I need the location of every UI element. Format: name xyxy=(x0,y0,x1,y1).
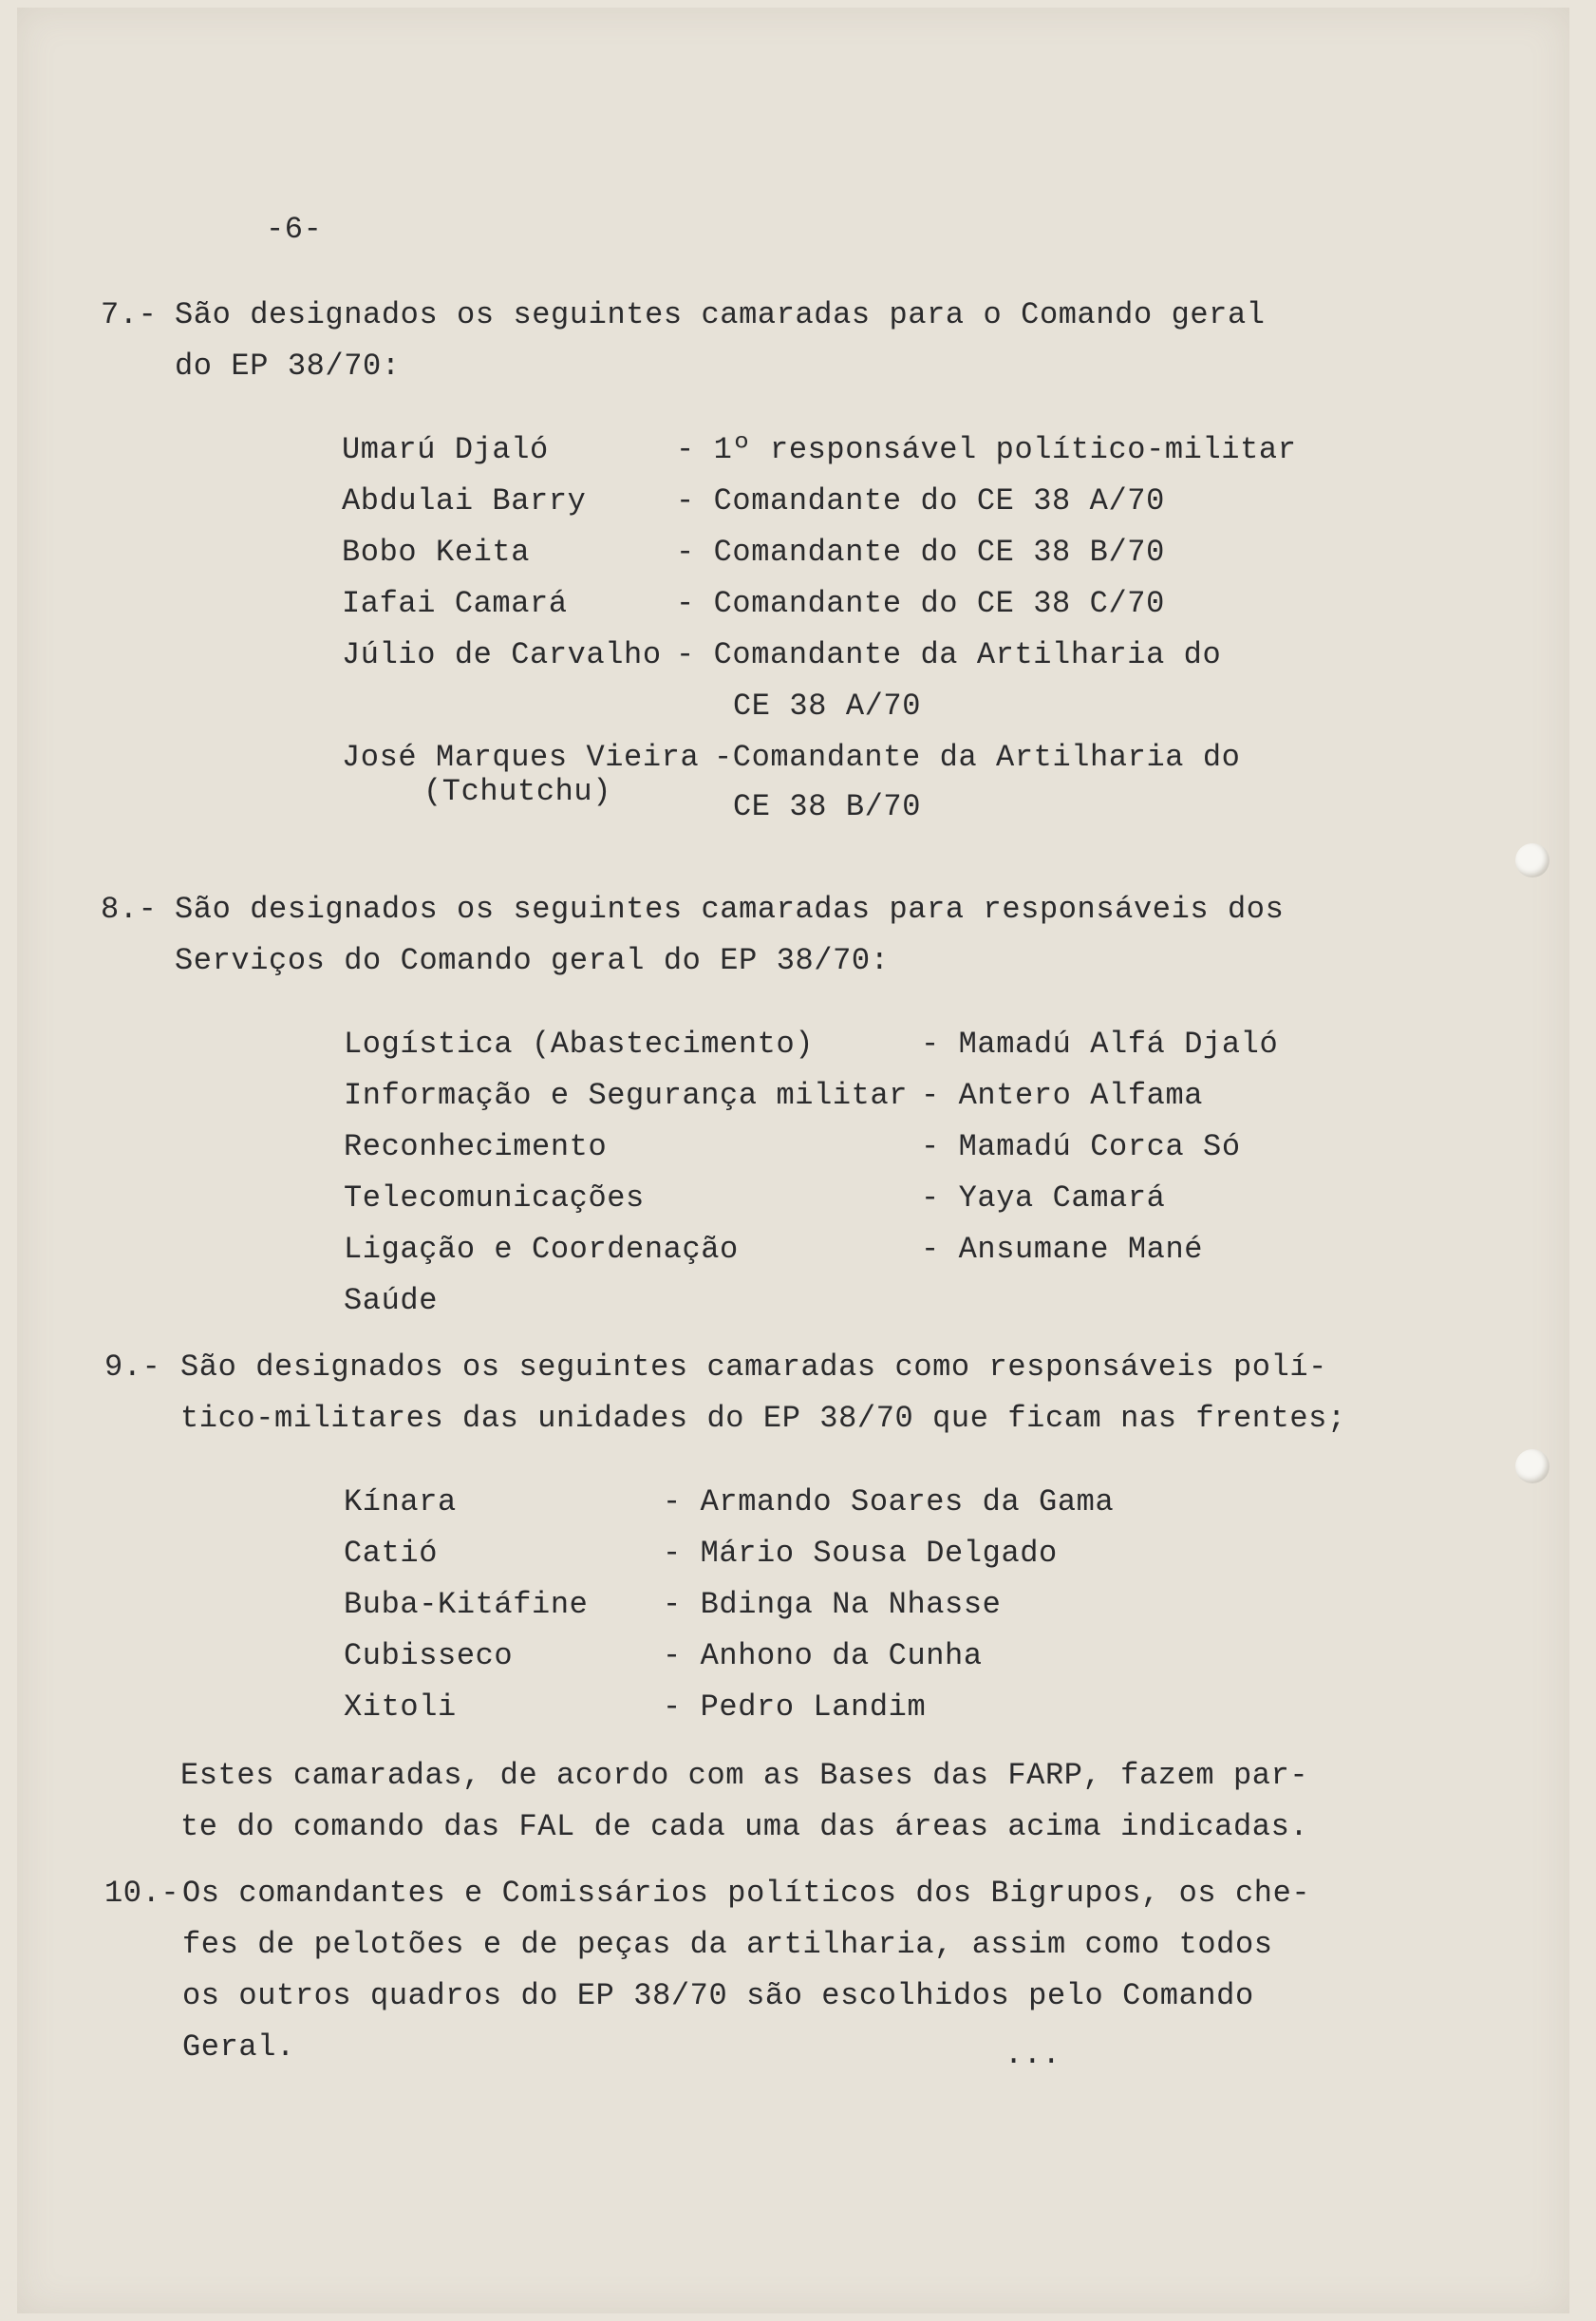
section10-line3: os outros quadros do EP 38/70 são escolhidos pelo Comando xyxy=(182,1978,1254,2013)
s8-person: - Ansumane Mané xyxy=(921,1232,1204,1267)
section7-line2: do EP 38/70: xyxy=(175,349,401,384)
section9-number: 9.- xyxy=(104,1349,161,1385)
section8-line1: São designados os seguintes camaradas para responsáveis dos xyxy=(175,892,1285,927)
section7-number: 7.- xyxy=(101,297,158,332)
s9-person: - Armando Soares da Gama xyxy=(663,1484,1115,1519)
section10-line2: fes de pelotões e de peças da artilharia, assim como todos xyxy=(182,1927,1273,1962)
s8-person: - Mamadú Alfá Djaló xyxy=(921,1027,1279,1062)
s9-person: - Bdinga Na Nhasse xyxy=(663,1587,1002,1622)
section10-number: 10.- xyxy=(104,1876,180,1911)
s9-unit: Buba-Kitáfine xyxy=(344,1587,589,1622)
section7-line1: São designados os seguintes camaradas para o Comando geral xyxy=(175,297,1266,332)
s7-row-name: Júlio de Carvalho xyxy=(342,637,662,672)
paper-sheet xyxy=(17,8,1569,2313)
s7-row-name: Umarú Djaló xyxy=(342,432,549,467)
s7-row-role: - 1º responsável político-militar xyxy=(676,432,1297,467)
section9-note-line1: Estes camaradas, de acordo com as Bases das FARP, fazem par- xyxy=(180,1758,1309,1793)
s9-person: - Anhono da Cunha xyxy=(663,1638,983,1673)
s7-row6-name: José Marques Vieira xyxy=(342,740,700,775)
s9-person: - Mário Sousa Delgado xyxy=(663,1536,1058,1571)
s9-unit: Xitoli xyxy=(344,1689,457,1725)
s9-unit: Kínara xyxy=(344,1484,457,1519)
s7-row5-continuation: CE 38 A/70 xyxy=(733,689,922,724)
s9-person: - Pedro Landim xyxy=(663,1689,927,1725)
s8-service: Ligação e Coordenação xyxy=(344,1232,739,1267)
s8-service: Logística (Abastecimento) xyxy=(344,1027,815,1062)
s8-service: Telecomunicações xyxy=(344,1180,645,1216)
section8-number: 8.- xyxy=(101,892,158,927)
s7-row6-role: -Comandante da Artilharia do xyxy=(714,740,1241,775)
s8-person: - Mamadú Corca Só xyxy=(921,1129,1241,1164)
s7-row6-continuation: CE 38 B/70 xyxy=(733,789,922,824)
section9-line1: São designados os seguintes camaradas como responsáveis polí- xyxy=(180,1349,1327,1385)
s7-row-role: - Comandante do CE 38 C/70 xyxy=(676,586,1165,621)
section10-line1: Os comandantes e Comissários políticos dos Bigrupos, os che- xyxy=(182,1876,1311,1911)
s7-row-role: - Comandante do CE 38 B/70 xyxy=(676,535,1165,570)
s7-row-name: Abdulai Barry xyxy=(342,483,587,519)
section10-line4: Geral. xyxy=(182,2029,295,2065)
s7-row-name: Bobo Keita xyxy=(342,535,531,570)
continuation-mark: ... xyxy=(1005,2037,1061,2072)
s8-person: - Yaya Camará xyxy=(921,1180,1166,1216)
punch-hole-top xyxy=(1515,843,1549,877)
s8-service: Informação e Segurança militar xyxy=(344,1078,909,1113)
s9-unit: Catió xyxy=(344,1536,439,1571)
s8-person: - Antero Alfama xyxy=(921,1078,1204,1113)
s8-service: Reconhecimento xyxy=(344,1129,608,1164)
s7-row-name: Iafai Camará xyxy=(342,586,568,621)
s7-row-role: - Comandante da Artilharia do xyxy=(676,637,1222,672)
punch-hole-bottom xyxy=(1515,1449,1549,1483)
page-number: -6- xyxy=(266,212,323,247)
s7-row-role: - Comandante do CE 38 A/70 xyxy=(676,483,1165,519)
section8-line2: Serviços do Comando geral do EP 38/70: xyxy=(175,943,890,978)
section9-note-line2: te do comando das FAL de cada uma das áreas acima indicadas. xyxy=(180,1809,1309,1844)
section9-line2: tico-militares das unidades do EP 38/70 que ficam nas frentes; xyxy=(180,1401,1346,1436)
s8-service: Saúde xyxy=(344,1283,439,1318)
s7-row6-alias: (Tchutchu) xyxy=(423,774,612,809)
s9-unit: Cubisseco xyxy=(344,1638,514,1673)
